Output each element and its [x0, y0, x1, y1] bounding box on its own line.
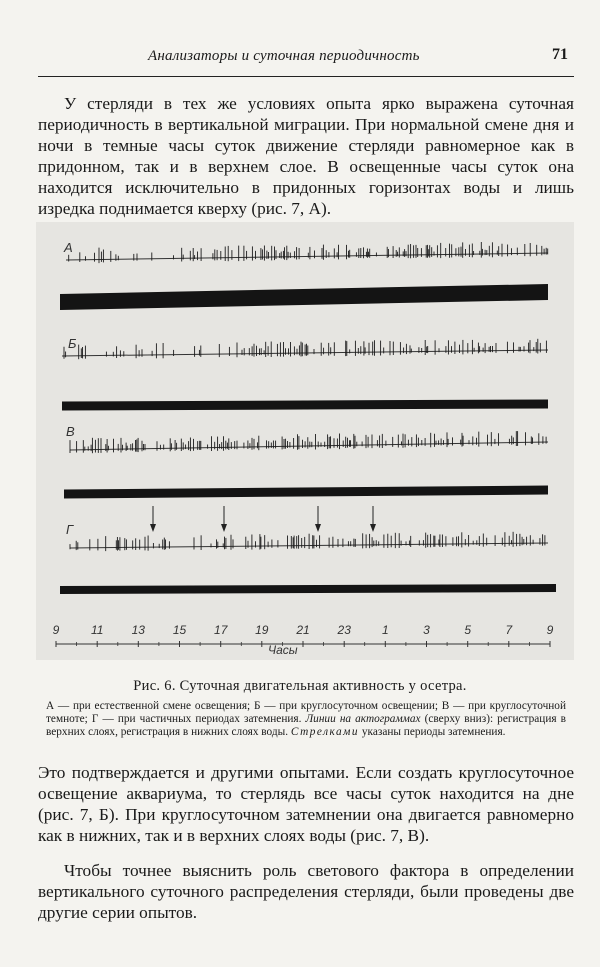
upper-trace-4 [70, 532, 548, 551]
lower-band-1 [60, 284, 548, 310]
darkening-arrow-1 [150, 506, 156, 532]
figure-caption-title: Рис. 6. Суточная двигательная активность у осетра. [133, 678, 467, 694]
hour-tick-label: 19 [255, 623, 269, 637]
panel-label-b: Б [68, 336, 77, 351]
figure-legend [46, 700, 566, 740]
hour-tick-label: 1 [381, 623, 389, 637]
darkening-arrow-2 [221, 506, 227, 532]
hour-tick-label: 15 [172, 623, 187, 637]
hour-tick-label: 5 [464, 623, 472, 637]
hour-tick-label: 7 [505, 623, 513, 637]
hour-tick-label: 3 [423, 623, 430, 637]
darkening-arrows [150, 506, 376, 532]
hour-tick-label: 11 [90, 623, 104, 637]
upper-trace-1 [66, 242, 548, 263]
running-title: Анализаторы и суточная периодичность [148, 48, 420, 64]
hour-tick-label: 21 [296, 623, 310, 637]
paragraph-2: Это подтверждается и другими опытами. Если создать круглосуточное освещение аквариума, то стерлядь все часы суток находится на дне (рис. 7, Б). При круглосуточном затемнении она двигается равномерно как в нижних, так и в верхних слоях воды (рис. 7, В). [38, 763, 574, 845]
darkening-arrow-4 [370, 506, 376, 532]
legend-arrows: Стрелками [290, 726, 360, 739]
upper-trace-2 [62, 339, 548, 359]
darkening-arrow-3 [315, 506, 321, 532]
legend-lines: Линии на актограммах [305, 713, 421, 726]
hour-tick-label: 9 [52, 623, 60, 637]
panel-label-a: А [64, 240, 73, 255]
paragraph-1: У стерляди в тех же условиях опыта ярко выражена суточная периодичность в вертикальной миграции. При нормальной смене дня и ночи в темные часы суток движение стерляди равномерное как в придонном, так и в верхнем слое. В освещенные часы суток она находится исключительно в придонных горизонтах воды и лишь изредка поднимается кверху (рис. 7, А). [38, 94, 574, 218]
page-number: 71 [552, 46, 568, 63]
axis-label: Часы [268, 643, 298, 657]
hour-tick-label: 23 [337, 623, 351, 637]
page-header [38, 42, 574, 77]
panel-label-g: Г [66, 522, 74, 537]
legend-arrows-desc: указаны периоды затемнения. [361, 726, 506, 739]
hour-tick-label: 17 [214, 623, 228, 637]
actogram-figure [36, 222, 574, 660]
lower-band-4 [60, 584, 556, 594]
hour-tick-label: 9 [546, 623, 554, 637]
legend-panels: А — при естественной смене освещения; Б — при круглосуточном освещении; В — при круглосуточной темноте; Г — при частичных периодах затемнения. [46, 700, 566, 726]
hour-tick-label: 13 [131, 623, 145, 637]
actogram-image [36, 222, 574, 660]
hour-axis [53, 623, 554, 647]
lower-band-3 [64, 486, 548, 499]
panel-label-v: В [66, 424, 75, 439]
legend-lines-desc: (сверху вниз): регистрация в верхних слоях, регистрация в нижних слоях воды. [46, 713, 566, 739]
lower-band-2 [62, 400, 548, 411]
paragraph-3: Чтобы точнее выяснить роль светового фактора в определении вертикального суточного распределения стерляди, были проведены две другие серии опытов. [38, 861, 574, 922]
upper-trace-3 [70, 431, 548, 453]
